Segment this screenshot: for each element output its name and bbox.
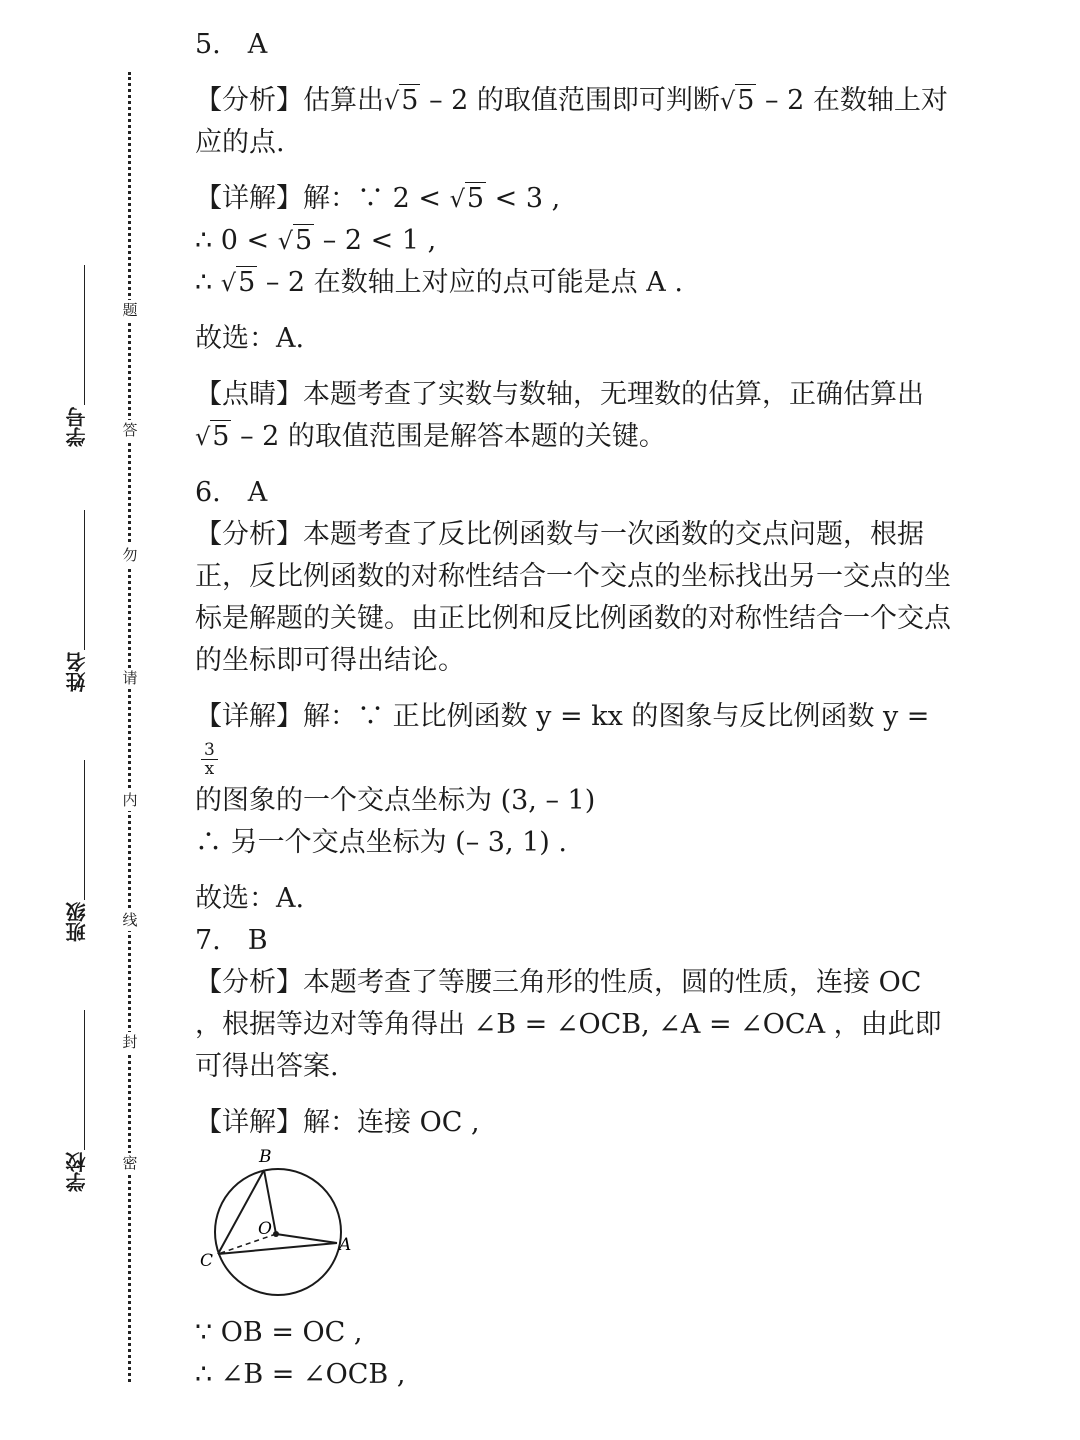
sqrt-5: √5 <box>220 267 256 298</box>
center-point <box>273 1231 279 1237</box>
sqrt-5: √5 <box>449 183 485 214</box>
field-label: 学号 <box>65 407 89 447</box>
binding-dotted-line <box>128 72 131 1382</box>
question-5-heading: 5. A <box>195 29 268 60</box>
margin-note: 内 <box>122 791 138 809</box>
school-field[interactable] <box>62 1010 102 1190</box>
margin-note: 勿 <box>122 546 138 564</box>
question-5-choice: 故选：A. <box>195 323 305 354</box>
field-label: 班级 <box>65 902 89 942</box>
label-o: O <box>258 1219 272 1239</box>
circle-geometry-figure <box>196 1142 366 1312</box>
question-7-analysis: 【分析】本题考查了等腰三角形的性质，圆的性质，连接 OC ，根据等边对等角得出 ∠B = ∠OCB, ∠A = ∠OCA ，由此即可得出答案. <box>195 967 942 1082</box>
question-6-detail: 【详解】解：∵ 正比例函数 y = kx 的图象与反比例函数 y = $\frac{3}{x}$ 的图象的一个交点坐标为 (3, – 1) <box>195 701 930 816</box>
question-6-analysis: 【分析】本题考查了反比例函数与一次函数的交点问题，根据正，反比例函数的对称性结合一个交点的坐标找出另一交点的坐标是解题的关键。由正比例和反比例函数的对称性结合一个交点的坐标即可得出结论。 <box>195 519 951 676</box>
segment-bc <box>218 1170 264 1254</box>
margin-note: 请 <box>122 669 138 687</box>
solutions-column-continued <box>195 1312 955 1396</box>
sqrt-5: √5 <box>384 85 419 116</box>
sqrt-5: √5 <box>277 225 313 256</box>
field-label: 学校 <box>65 1152 89 1192</box>
field-label: 姓名 <box>65 652 89 692</box>
question-7-step: ∵ OB = OC , <box>195 1317 363 1348</box>
question-6-choice: 故选：A. <box>195 883 305 914</box>
question-7-heading: 7. B <box>195 925 268 956</box>
question-5-step: ∴ √5 – 2 在数轴上对应的点可能是点 A . <box>195 267 683 298</box>
sqrt-5: √5 <box>719 85 755 116</box>
margin-note: 答 <box>122 421 138 439</box>
student-id-field[interactable] <box>62 265 102 445</box>
question-7-step: ∴ ∠B = ∠OCB , <box>195 1359 406 1390</box>
blank-line <box>84 1010 85 1150</box>
blank-line <box>84 760 85 900</box>
margin-note: 封 <box>122 1033 138 1051</box>
label-b: B <box>259 1147 272 1167</box>
segment-ca <box>218 1243 337 1254</box>
question-7-detail: 【详解】解：连接 OC , <box>195 1107 480 1138</box>
label-c: C <box>200 1251 214 1271</box>
sqrt-5: √5 <box>195 421 230 452</box>
question-6-step: ∴ 另一个交点坐标为 (– 3, 1) . <box>195 827 568 858</box>
segment-oa <box>276 1234 337 1243</box>
margin-note: 题 <box>122 301 138 319</box>
question-5-detail: 【详解】解：∵ 2 < √5 < 3 , <box>195 183 561 214</box>
solutions-column <box>195 24 955 1144</box>
question-6-heading: 6. A <box>195 477 268 508</box>
question-5-step: ∴ 0 < √5 – 2 < 1 , <box>195 225 437 256</box>
question-5-analysis: 【分析】估算出√5 – 2 的取值范围即可判断√5 – 2 在数轴上对应的点. <box>195 85 948 158</box>
question-5-comment: 【点睛】本题考查了实数与数轴，无理数的估算，正确估算出√5 – 2 的取值范围是解答本题的关键。 <box>195 379 924 452</box>
blank-line <box>84 265 85 405</box>
margin-note: 密 <box>122 1154 138 1172</box>
class-field[interactable] <box>62 760 102 940</box>
label-a: A <box>339 1235 352 1255</box>
blank-line <box>84 510 85 650</box>
margin-note: 线 <box>122 911 138 929</box>
fraction-3-over-x: $\frac{3}{x}$ <box>201 741 218 778</box>
name-field[interactable] <box>62 510 102 690</box>
